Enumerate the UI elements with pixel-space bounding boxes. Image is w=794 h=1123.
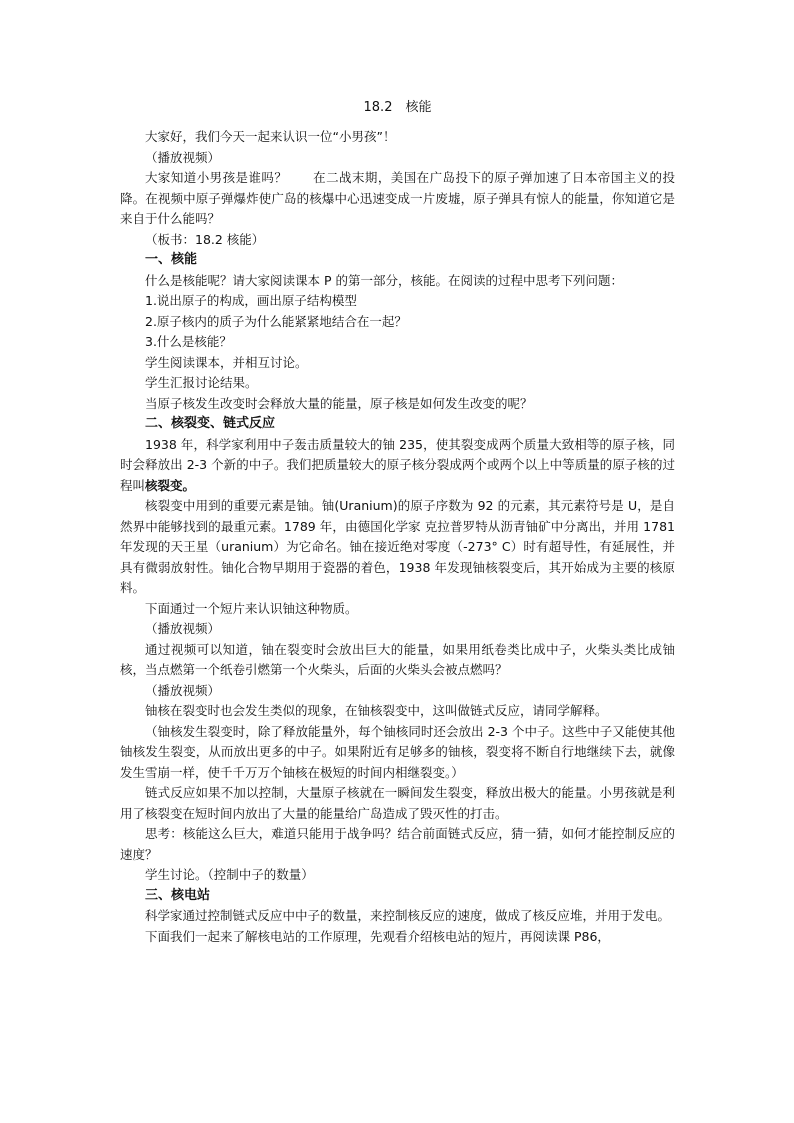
paragraph-text: 下面通过一个短片来认识铀这种物质。 <box>145 600 358 616</box>
paragraph <box>120 496 675 599</box>
paragraph <box>120 312 675 333</box>
paragraph <box>120 373 675 394</box>
paragraph <box>120 640 675 681</box>
paragraph <box>120 599 675 620</box>
paragraph <box>120 148 675 169</box>
paragraph <box>120 681 675 702</box>
paragraph <box>120 435 675 497</box>
paragraph <box>120 168 675 230</box>
paragraph <box>120 824 675 865</box>
paragraph-text: 三、核电站 <box>145 887 211 903</box>
paragraph-text: 核裂变中用到的重要元素是铀。铀(Uranium)的原子序数为 92 的元素，其元素符号是 U，是自然界中能够找到的最重元素。1789 年，由德国化学家 克拉普罗特从沥青铀矿中分离出，并用 1781 年发现的天王星（uranium）为它命名。铀在接近绝对零度（-273° C）时有超导性，有延展性，并具有微弱放射性。铀化合物早期用于瓷器的着色，1938 年发现铀核裂变后，其开始成为主要的核原料。 <box>120 498 675 595</box>
paragraph <box>120 394 675 415</box>
paragraph-text: 链式反应如果不加以控制，大量原子核就在一瞬间发生裂变，释放出极大的能量。小男孩就是利用了核裂变在短时间内放出了大量的能量给广岛造成了毁灭性的打击。 <box>120 785 675 821</box>
section-heading <box>120 250 675 271</box>
paragraph-text: 科学家通过控制链式反应中中子的数量，来控制核反应的速度，做成了核反应堆，并用于发电。 <box>145 908 671 923</box>
paragraph-text: 学生阅读课本，并相互讨论。 <box>145 354 308 370</box>
paragraph-text: 学生讨论。（控制中子的数量） <box>145 867 314 882</box>
paragraph <box>120 271 675 292</box>
document-title: 18.2 核能 <box>363 100 432 115</box>
paragraph-text: （铀核发生裂变时，除了释放能量外，每个铀核同时还会放出 2-3 个中子。这些中子又能使其他铀核发生裂变，从而放出更多的中子。如果附近有足够多的铀核，裂变将不断自行地继续下去，就像发生雪崩一样，使千千万万个铀核在极短的时间内相继裂变。） <box>120 723 675 780</box>
paragraph <box>120 783 675 824</box>
paragraph-text: （板书：18.2 核能） <box>145 231 265 247</box>
paragraph-text: 1938 年，科学家利用中子轰击质量较大的铀 235，使其裂变成两个质量大致相等的原子核，同时会释放出 2-3 个新的中子。我们把质量较大的原子核分裂成两个或两个以上中等质量的原子核的过程叫 <box>120 436 675 493</box>
paragraph-text: 2.原子核内的质子为什么能紧紧地结合在一起？ <box>145 313 407 329</box>
bold-term: 核裂变。 <box>145 477 196 493</box>
paragraph <box>120 701 675 722</box>
paragraph-text: 思考：核能这么巨大，难道只能用于战争吗？结合前面链式反应，猜一猜，如何才能控制反应的速度？ <box>120 826 675 862</box>
paragraph <box>120 353 675 374</box>
paragraph <box>120 619 675 640</box>
paragraph <box>120 927 675 948</box>
paragraph-text: （播放视频） <box>145 149 221 165</box>
paragraph-text: 二、核裂变、链式反应 <box>145 416 276 431</box>
paragraph-text: 铀核在裂变时也会发生类似的现象，在铀核裂变中，这叫做链式反应，请同学解释。 <box>145 703 608 718</box>
paragraph-text: （播放视频） <box>145 682 221 698</box>
paragraph-text: 大家好，我们今天一起来认识一位“小男孩”！ <box>145 129 396 144</box>
paragraph-text: 学生汇报讨论结果。 <box>145 375 258 390</box>
paragraph <box>120 865 675 886</box>
section-heading <box>120 886 675 907</box>
paragraph-text: 1.说出原子的构成，画出原子结构模型 <box>145 293 357 308</box>
paragraph <box>120 291 675 312</box>
paragraph <box>120 906 675 927</box>
paragraph <box>120 722 675 784</box>
paragraph-text: 通过视频可以知道，铀在裂变时会放出巨大的能量，如果用纸卷类比成中子，火柴头类比成铀核，当点燃第一个纸卷引燃第一个火柴头，后面的火柴头会被点燃吗？ <box>120 641 675 677</box>
paragraph <box>120 332 675 353</box>
paragraph-text: 3.什么是核能？ <box>145 334 232 349</box>
paragraph <box>120 127 675 148</box>
paragraph-text: 下面我们一起来了解核电站的工作原理，先观看介绍核电站的短片，再阅读课 P86， <box>145 928 610 944</box>
section-heading <box>120 414 675 435</box>
paragraph-text: 一、核能 <box>145 252 198 267</box>
paragraph-text: 大家知道小男孩是谁吗？ 在二战末期，美国在广岛投下的原子弹加速了日本帝国主义的投降。在视频中原子弹爆炸使广岛的核爆中心迅速变成一片废墟，原子弹具有惊人的能量，你知道它是来自于什么能吗？ <box>120 170 675 226</box>
paragraph <box>120 230 675 251</box>
document-body <box>120 127 675 947</box>
paragraph-text: （播放视频） <box>145 621 221 636</box>
document-page <box>120 96 675 947</box>
paragraph-text: 当原子核发生改变时会释放大量的能量，原子核是如何发生改变的呢？ <box>145 395 533 411</box>
paragraph-text: 什么是核能呢？请大家阅读课本 P 的第一部分，核能。在阅读的过程中思考下列问题： <box>145 272 623 288</box>
